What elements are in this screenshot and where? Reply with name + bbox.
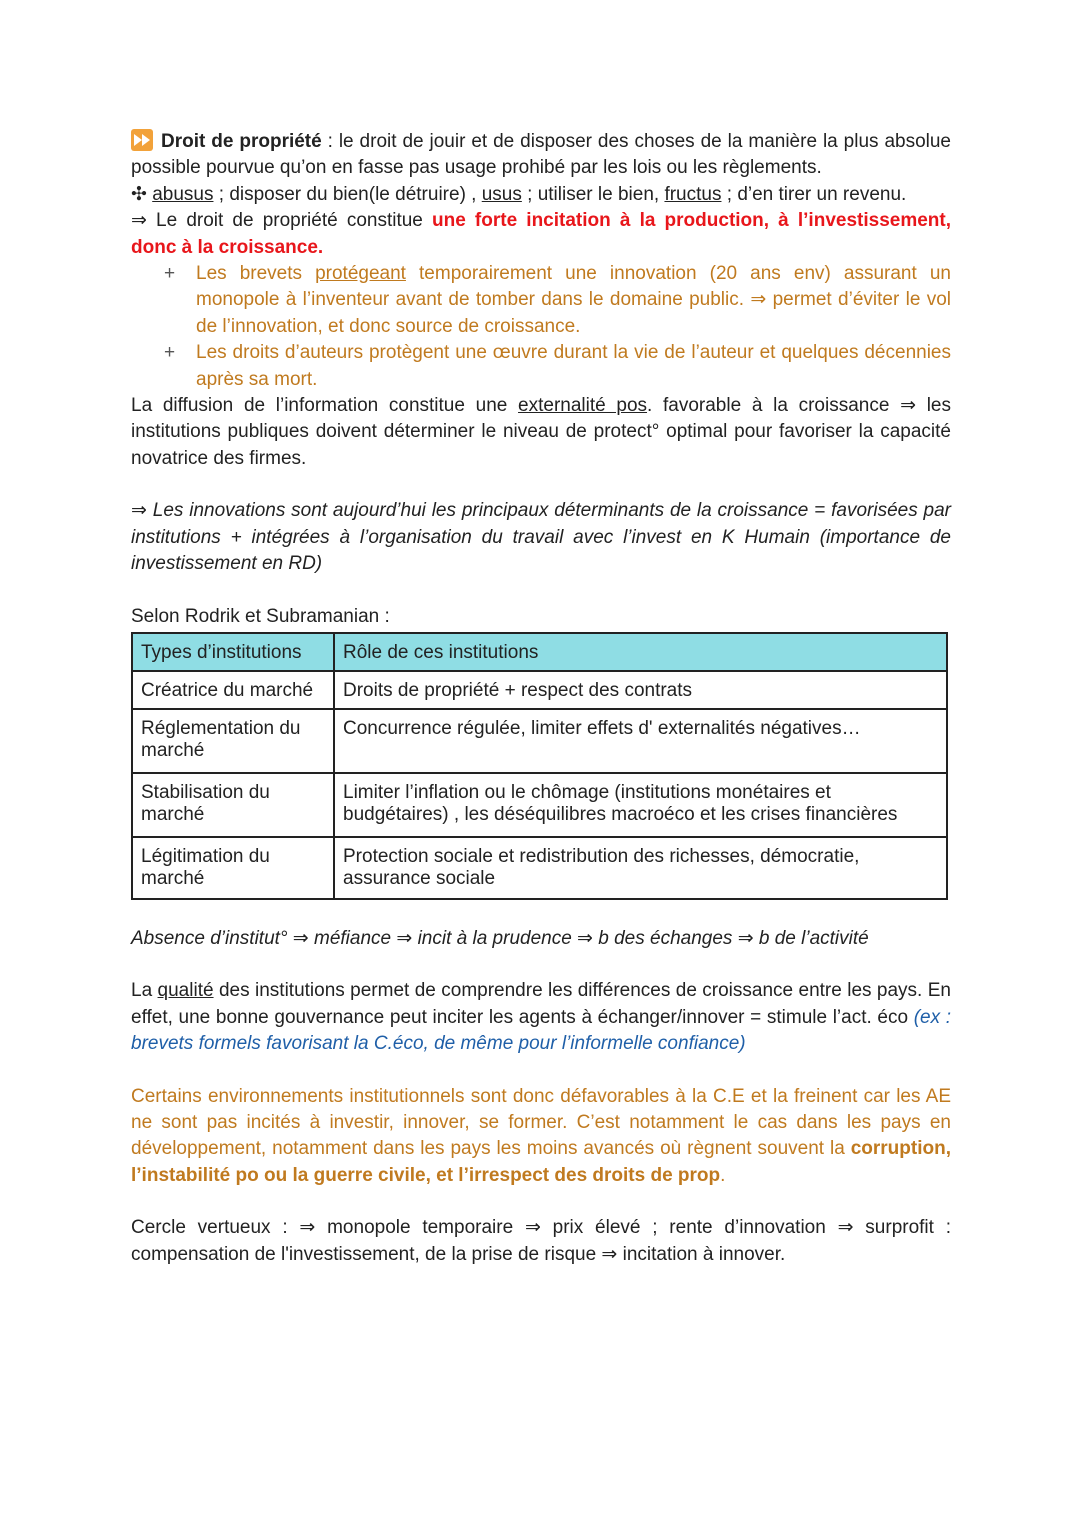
- document-body: [131, 129, 951, 1268]
- list-item: [164, 261, 951, 340]
- virtuous-circle: Cercle vertueux : ⇒ monopole temporaire ⇒ prix élevé ; rente d’innovation ⇒ surprofit : compensation de l'investissement, de la prise de risque ⇒ incitation à innover.: [131, 1217, 951, 1265]
- table-row: [132, 671, 947, 709]
- table-cell: Protection sociale et redistribution des richesses, démocratie, assurance sociale: [334, 837, 947, 899]
- unfavorable-environments: Certains environnements institutionnels sont donc défavorables à la C.E et la freinent car les AE ne sont pas incités à investir, innover, se former. C’est notamment le cas dans les pays en développement, notamment dans les pays les moins avancés où règnent souvent la corruption, l’instabilité po ou la guerre civile, et l’irrespect des droits de prop.: [131, 1085, 951, 1186]
- table-header-row: [132, 633, 947, 671]
- table-cell: Stabilisation du marché: [132, 773, 334, 837]
- property-rights-definition: Droit de propriété : le droit de jouir et de disposer des choses de la manière la plus absolue possible pourvue qu’on en fasse pas usage prohibé par les lois ou les règlements.: [131, 131, 951, 179]
- table-cell: Droits de propriété + respect des contrats: [334, 671, 947, 709]
- table-row: [132, 773, 947, 837]
- property-rights-conclusion: ⇒ Le droit de propriété constitue une forte incitation à la production, à l’investissement, donc à la croissance.: [131, 210, 952, 258]
- patents-text: Les brevets protégeant temporairement une innovation (20 ans env) assurant un monopole à l’inventeur avant de tomber dans le domaine public. ⇒ permet d’éviter le vol de l’innovation, et donc source de croissance.: [196, 263, 951, 337]
- fast-forward-icon: [131, 129, 153, 151]
- list-item: [164, 340, 951, 393]
- example-blue: (ex : brevets formels favorisant la C.éco, de même pour l’informelle confiance): [131, 1006, 952, 1055]
- innovations-summary: ⇒ Les innovations sont aujourd’hui les principaux déterminants de la croissance = favorisées par institutions + intégrées à l’organisation du travail avec l’invest en K Humain (importance de investissement en RD): [131, 500, 951, 575]
- table-cell: Réglementation du marché: [132, 709, 334, 773]
- usus-term: usus: [481, 183, 522, 205]
- copyright-text: Les droits d’auteurs protègent une œuvre durant la vie de l’auteur et quelques décennies après sa mort.: [196, 342, 951, 390]
- table-cell: Légitimation du marché: [132, 837, 334, 899]
- information-diffusion: La diffusion de l’information constitue une externalité pos. favorable à la croissance ⇒ les institutions publiques doivent déterminer le niveau de protect° optimal pour favoriser la capacité novatrice des firmes.: [131, 395, 952, 469]
- fructus-term: fructus: [664, 183, 722, 205]
- table-cell: Concurrence régulée, limiter effets d' externalités négatives…: [334, 709, 947, 773]
- table-intro: Selon Rodrik et Subramanian :: [131, 605, 390, 627]
- table-cell: Créatrice du marché: [132, 671, 334, 709]
- property-rights-components: ✣ abusus ; disposer du bien(le détruire) , usus ; utiliser le bien, fructus ; d’en tirer un revenu.: [131, 183, 907, 205]
- abusus-term: abusus: [152, 183, 214, 205]
- table-header-cell: Rôle de ces institutions: [334, 633, 947, 671]
- absence-chain: Absence d’institut° ⇒ méfiance ⇒ incit à la prudence ⇒ b des échanges ⇒ b de l’activité: [131, 927, 869, 949]
- table-row: [132, 709, 947, 773]
- plus-bullet-icon: +: [164, 263, 176, 285]
- property-rights-title: Droit de propriété: [161, 131, 322, 152]
- highlight-red: une forte incitation à la production, à l’investissement, donc à la croissance.: [131, 210, 952, 258]
- table-header-cell: Types d’institutions: [132, 633, 334, 671]
- institutions-table: [131, 632, 948, 900]
- table-cell: Limiter l’inflation ou le chômage (institutions monétaires et budgétaires) , les déséquilibres macroéco et les crises financières: [334, 773, 947, 837]
- table-row: [132, 837, 947, 899]
- institutions-quality: La qualité des institutions permet de comprendre les différences de croissance entre les pays. En effet, une bonne gouvernance peut inciter les agents à échanger/innover = stimule l’act. éco (ex : brevets formels favorisant la C.éco, de même pour l’informelle confiance): [131, 980, 952, 1055]
- plus-bullet-icon: +: [164, 342, 176, 364]
